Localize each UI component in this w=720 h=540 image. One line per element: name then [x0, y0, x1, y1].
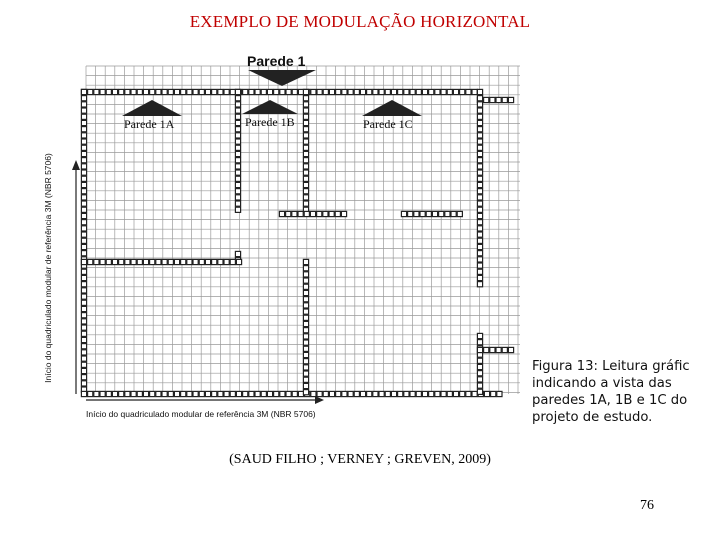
slide-title: EXEMPLO DE MODULAÇÃO HORIZONTAL — [189, 12, 531, 31]
x-axis-label: Início do quadriculado modular de referência 3M (NBR 5706) — [86, 409, 316, 419]
caption-line-1: Figura 13: Leitura gráfic — [532, 359, 690, 374]
wall-1a-label: Parede 1A — [124, 117, 175, 131]
caption-line-4: projeto de estudo. — [532, 410, 653, 425]
x-axis-arrowhead — [315, 396, 324, 404]
citation: (SAUD FILHO ; VERNEY ; GREVEN, 2009) — [229, 452, 491, 467]
figure-caption — [532, 358, 702, 426]
y-axis-label: Início do quadriculado modular de referência 3M (NBR 5706) — [43, 153, 53, 383]
y-axis-arrowhead — [72, 160, 80, 170]
wall-1c-label: Parede 1C — [363, 117, 413, 131]
page-number: 76 — [640, 498, 654, 513]
wall-1-label: Parede 1 — [247, 53, 306, 69]
wall-1c-arrow — [362, 100, 422, 116]
wall-1b-arrow — [242, 100, 298, 114]
wall-1b-label: Parede 1B — [245, 115, 295, 129]
modulation-figure — [40, 48, 700, 438]
wall-1a-arrow — [122, 100, 182, 116]
caption-line-3: paredes 1A, 1B e 1C do — [532, 393, 688, 408]
wall-1-arrow — [248, 70, 316, 86]
caption-line-2: indicando a vista das — [532, 376, 672, 391]
